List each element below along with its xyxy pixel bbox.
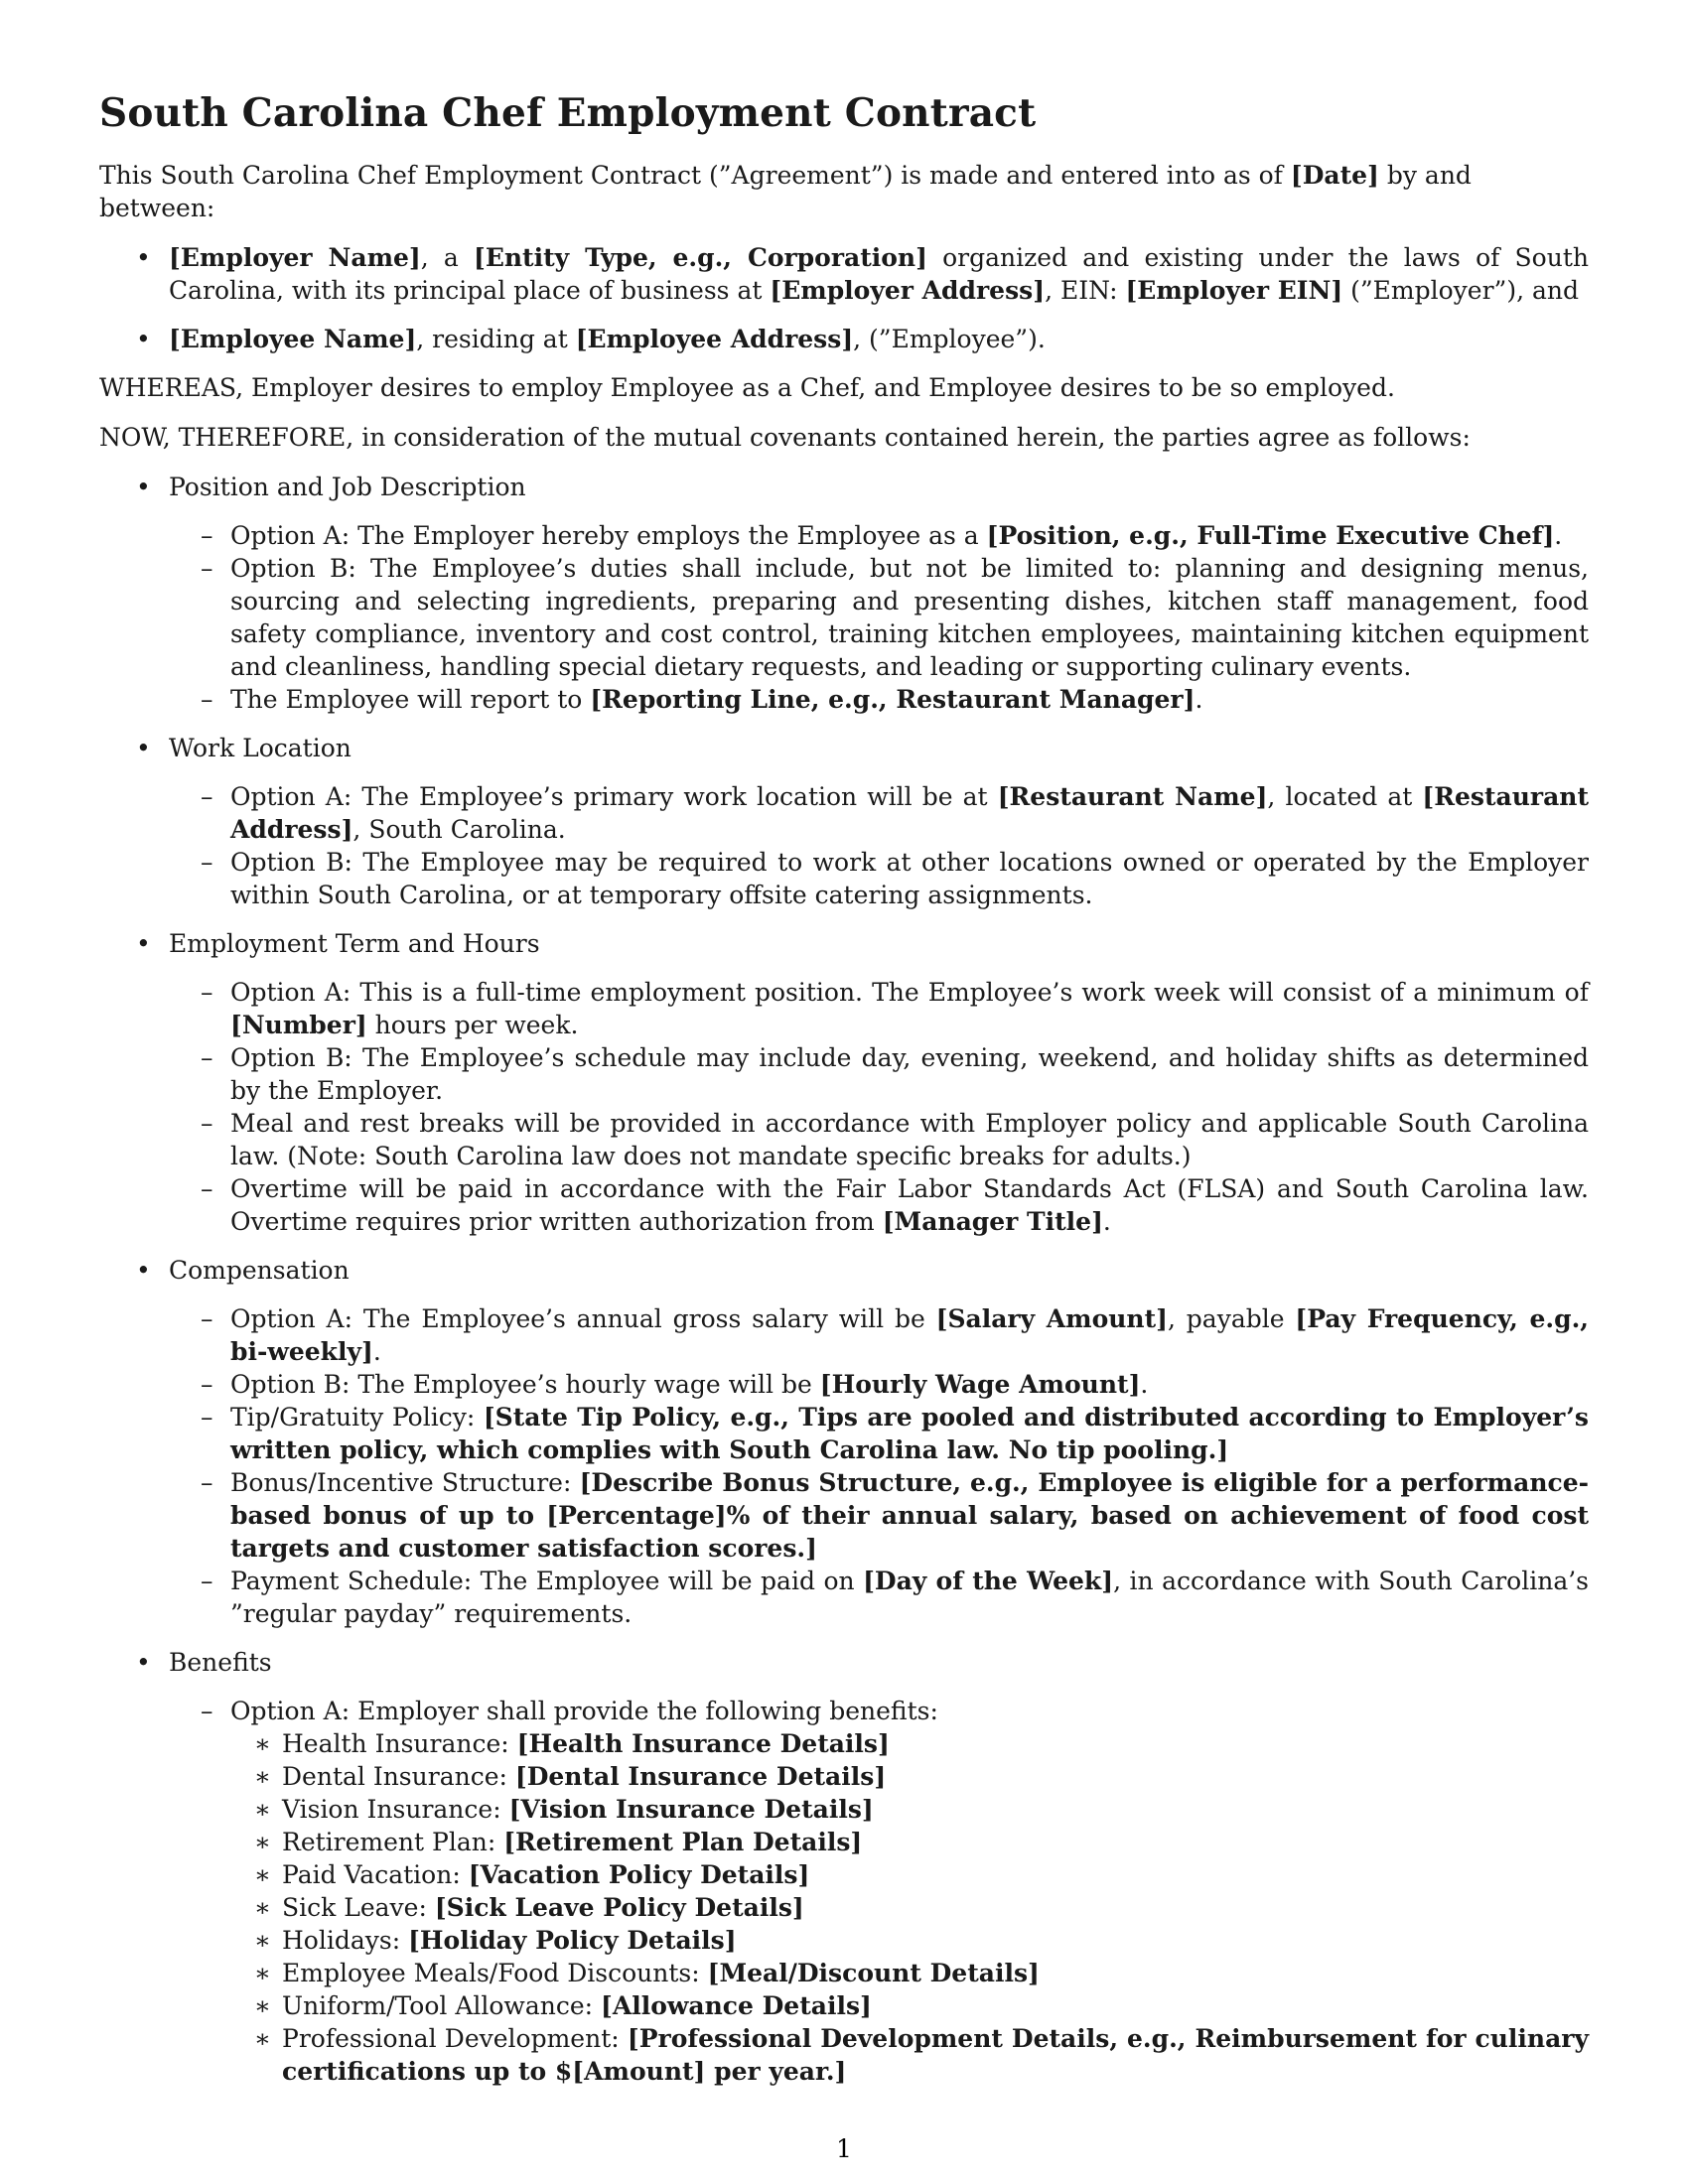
benefit-item: ∗ Health Insurance: [Health Insurance Details]: [230, 1727, 1589, 1760]
list-item: – Tip/Gratuity Policy: [State Tip Policy, e.g., Tips are pooled and distributed according to Employer’s written policy, which complies with South Carolina law. No tip pooling.]: [169, 1401, 1589, 1466]
employee-name-placeholder: [Employee Name]: [169, 325, 417, 353]
list-item: – Option A: The Employee’s primary work location will be at [Restaurant Name], located at [Restaurant Address], South Carolina.: [169, 780, 1589, 846]
benefit-item: ∗ Holidays: [Holiday Policy Details]: [230, 1924, 1589, 1957]
whereas-paragraph: WHEREAS, Employer desires to employ Employee as a Chef, and Employee desires to be so employed.: [99, 373, 1395, 402]
list-item: – Bonus/Incentive Structure: [Describe Bonus Structure, e.g., Employee is eligible for a performance-based bonus of up to [Percentage]% of their annual salary, based on achievement of food cost targets and customer satisfaction scores.]: [169, 1466, 1589, 1565]
list-item: – Option A: Employer shall provide the following benefits: ∗ Health Insurance: [Health Insurance Details] ∗ Dental Insurance: [Dental Insurance Details] ∗ Vision Insurance: [Vision Insurance Details] ∗ Retirement Plan: [Retirement Plan Details] ∗ Paid Vacation: [Vacation Policy Details] ∗ Sick Leave: [Sick Leave Policy Details] ∗ Holidays: [Holiday Policy Details] ∗ Employee Meals/Food Discounts: [Meal/Discount Details] ∗ Uniform/Tool Allowance: [Allowance Details] ∗ Professional Development: [Professional Development Details, e.g., Reimbursement for culinary certifications up to $[Amount] per year.]: [169, 1695, 1589, 2088]
intro-paragraph: This South Carolina Chef Employment Contract (”Agreement”) is made and entered into as of [Date] by and between:: [99, 161, 1472, 222]
list-item: – Option A: This is a full-time employment position. The Employee’s work week will consist of a minimum of [Number] hours per week.: [169, 976, 1589, 1041]
section-benefits: [99, 1646, 1589, 2088]
section-location: [99, 732, 1589, 911]
party-employee: • [Employee Name], residing at [Employee Address], (”Employee”).: [99, 323, 1589, 355]
benefit-item: ∗ Retirement Plan: [Retirement Plan Details]: [230, 1826, 1589, 1858]
section-heading: Work Location: [169, 734, 352, 762]
benefits-list: [230, 1727, 1589, 2088]
list-item: – Option B: The Employee’s duties shall include, but not be limited to: planning and designing menus, sourcing and selecting ingredients, preparing and presenting dishes, kitchen staff management, food safety compliance, inventory and cost control, training kitchen employees, maintaining kitchen equipment and cleanliness, handling special dietary requests, and leading or supporting culinary events.: [169, 552, 1589, 683]
section-term: [99, 927, 1589, 1238]
party-employer: • [Employer Name], a [Entity Type, e.g., Corporation] organized and existing under the laws of South Carolina, with its principal place of business at [Employer Address], EIN: [Employer EIN] (”Employer”), and: [99, 241, 1589, 307]
section-compensation: [99, 1254, 1589, 1630]
benefit-item: ∗ Professional Development: [Professional Development Details, e.g., Reimbursement for culinary certifications up to $[Amount] per year.]: [230, 2022, 1589, 2088]
document-page: [99, 89, 1589, 2104]
benefit-item: ∗ Employee Meals/Food Discounts: [Meal/Discount Details]: [230, 1957, 1589, 1989]
employee-address-placeholder: [Employee Address]: [575, 325, 854, 353]
list-item: – The Employee will report to [Reporting Line, e.g., Restaurant Manager].: [169, 683, 1589, 716]
benefit-item: ∗ Uniform/Tool Allowance: [Allowance Details]: [230, 1989, 1589, 2022]
page-number: 1: [836, 2134, 852, 2163]
list-item: – Overtime will be paid in accordance with the Fair Labor Standards Act (FLSA) and South Carolina law. Overtime requires prior written authorization from [Manager Title].: [169, 1172, 1589, 1238]
list-item: – Option B: The Employee’s hourly wage will be [Hourly Wage Amount].: [169, 1368, 1589, 1401]
benefit-item: ∗ Paid Vacation: [Vacation Policy Details]: [230, 1858, 1589, 1891]
entity-type-placeholder: [Entity Type, e.g., Corporation]: [473, 243, 927, 272]
section-heading: Benefits: [169, 1648, 272, 1677]
parties-list: [99, 241, 1589, 355]
employer-address-placeholder: [Employer Address]: [770, 276, 1046, 305]
now-therefore-paragraph: NOW, THEREFORE, in consideration of the mutual covenants contained herein, the parties agree as follows:: [99, 423, 1471, 452]
section-heading: Compensation: [169, 1256, 350, 1285]
employer-name-placeholder: [Employer Name]: [169, 243, 421, 272]
section-heading: Employment Term and Hours: [169, 929, 540, 958]
benefit-item: ∗ Sick Leave: [Sick Leave Policy Details]: [230, 1891, 1589, 1924]
list-item: – Option A: The Employee’s annual gross salary will be [Salary Amount], payable [Pay Frequency, e.g., bi-weekly].: [169, 1302, 1589, 1368]
list-item: – Meal and rest breaks will be provided in accordance with Employer policy and applicable South Carolina law. (Note: South Carolina law does not mandate specific breaks for adults.): [169, 1107, 1589, 1172]
benefit-item: ∗ Dental Insurance: [Dental Insurance Details]: [230, 1760, 1589, 1793]
employer-ein-placeholder: [Employer EIN]: [1125, 276, 1343, 305]
date-placeholder: [Date]: [1290, 161, 1379, 190]
sections-list: [99, 471, 1589, 2088]
benefit-item: ∗ Vision Insurance: [Vision Insurance Details]: [230, 1793, 1589, 1826]
section-position: [99, 471, 1589, 716]
list-item: – Option B: The Employee may be required to work at other locations owned or operated by the Employer within South Carolina, or at temporary offsite catering assignments.: [169, 846, 1589, 911]
list-item: – Option A: The Employer hereby employs the Employee as a [Position, e.g., Full-Time Executive Chef].: [169, 519, 1589, 552]
list-item: – Payment Schedule: The Employee will be paid on [Day of the Week], in accordance with South Carolina’s ”regular payday” requirements.: [169, 1565, 1589, 1630]
list-item: – Option B: The Employee’s schedule may include day, evening, weekend, and holiday shifts as determined by the Employer.: [169, 1041, 1589, 1107]
document-title: South Carolina Chef Employment Contract: [99, 90, 1037, 136]
section-heading: Position and Job Description: [169, 473, 526, 501]
